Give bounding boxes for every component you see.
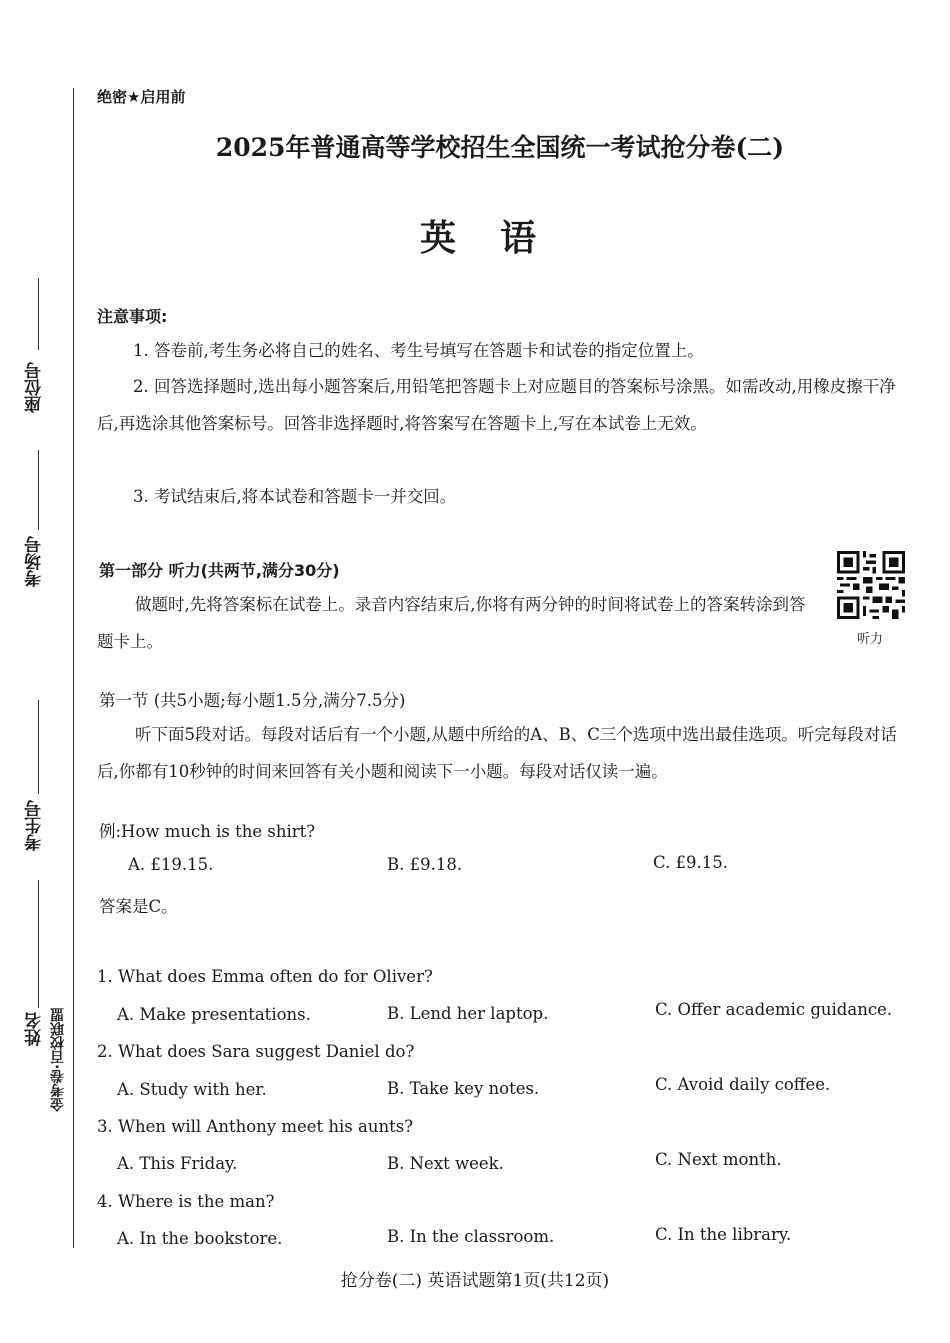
section1-intro: 听下面5段对话。每段对话后有一个小题,从题中所给的A、B、C三个选项中选出最佳选项。听完每段对话后,你都有10秒钟的时间来回答有关小题和阅读下一小题。每段对话仅读一遍。 xyxy=(97,725,897,781)
notice-item-3: 3. 考试结束后,将本试卷和答题卡一并交回。 xyxy=(133,487,457,506)
q2-option-b: B. Take key notes. xyxy=(387,1079,540,1098)
example-answer: 答案是C。 xyxy=(99,897,178,916)
confidential-mark: 绝密★启用前 xyxy=(97,88,186,106)
q4-option-c: C. In the library. xyxy=(655,1225,792,1244)
question-3: 3. When will Anthony meet his aunts? xyxy=(97,1117,414,1136)
example-question: 例:How much is the shirt? xyxy=(99,822,316,841)
part1-heading: 第一部分 听力(共两节,满分30分) xyxy=(99,561,340,580)
q2-option-c: C. Avoid daily coffee. xyxy=(655,1075,831,1094)
subject-title: 英语 xyxy=(419,217,580,259)
page-footer: 抢分卷(二) 英语试题第1页(共12页) xyxy=(340,1271,610,1291)
question-1: 1. What does Emma often do for Oliver? xyxy=(97,967,433,986)
question-2: 2. What does Sara suggest Daniel do? xyxy=(97,1042,415,1061)
q3-option-b: B. Next week. xyxy=(387,1154,504,1173)
binding-line xyxy=(73,88,74,1248)
example-option-c: C. £9.15. xyxy=(653,853,729,872)
qr-caption: 听力 xyxy=(857,632,884,647)
example-option-a: A. £19.15. xyxy=(128,855,214,874)
seat-label: 座位号 xyxy=(25,362,45,413)
q1-option-a: A. Make presentations. xyxy=(117,1005,311,1024)
section1-heading: 第一节 (共5小题;每小题1.5分,满分7.5分) xyxy=(99,691,406,710)
q1-option-c: C. Offer academic guidance. xyxy=(655,1000,893,1019)
q4-option-a: A. In the bookstore. xyxy=(117,1229,283,1248)
brand-label: 金考卷·百校联盟 xyxy=(50,1008,66,1112)
q3-option-c: C. Next month. xyxy=(655,1150,782,1169)
room-fill-line xyxy=(38,450,39,530)
part1-intro: 做题时,先将答案标在试卷上。录音内容结束后,你将有两分钟的时间将试卷上的答案转涂到答题卡上。 xyxy=(97,595,806,651)
q1-option-b: B. Lend her laptop. xyxy=(387,1004,549,1023)
seat-fill-line xyxy=(38,278,39,350)
notice-item-2: 2. 回答选择题时,选出每小题答案后,用铅笔把答题卡上对应题目的答案标号涂黑。如需改动,用橡皮擦干净后,再选涂其他答案标号。回答非选择题时,将答案写在答题卡上,写在本试卷上无效。 xyxy=(97,377,896,433)
qr-code-icon[interactable] xyxy=(837,551,905,619)
notice-heading: 注意事项: xyxy=(97,307,168,326)
name-label: 姓名 xyxy=(25,1012,45,1046)
room-label: 考场号 xyxy=(25,536,45,587)
examinee-fill-line xyxy=(38,700,39,794)
q2-option-a: A. Study with her. xyxy=(117,1080,267,1099)
name-fill-line xyxy=(38,880,39,1008)
notice-item-1: 1. 答卷前,考生务必将自己的姓名、考生号填写在答题卡和试卷的指定位置上。 xyxy=(133,341,704,360)
question-4: 4. Where is the man? xyxy=(97,1192,275,1211)
example-option-b: B. £9.18. xyxy=(387,855,463,874)
q4-option-b: B. In the classroom. xyxy=(387,1227,555,1246)
exam-title: 2025年普通高等学校招生全国统一考试抢分卷(二) xyxy=(215,133,785,162)
examinee-label: 考生号 xyxy=(25,800,45,851)
q3-option-a: A. This Friday. xyxy=(117,1154,238,1173)
